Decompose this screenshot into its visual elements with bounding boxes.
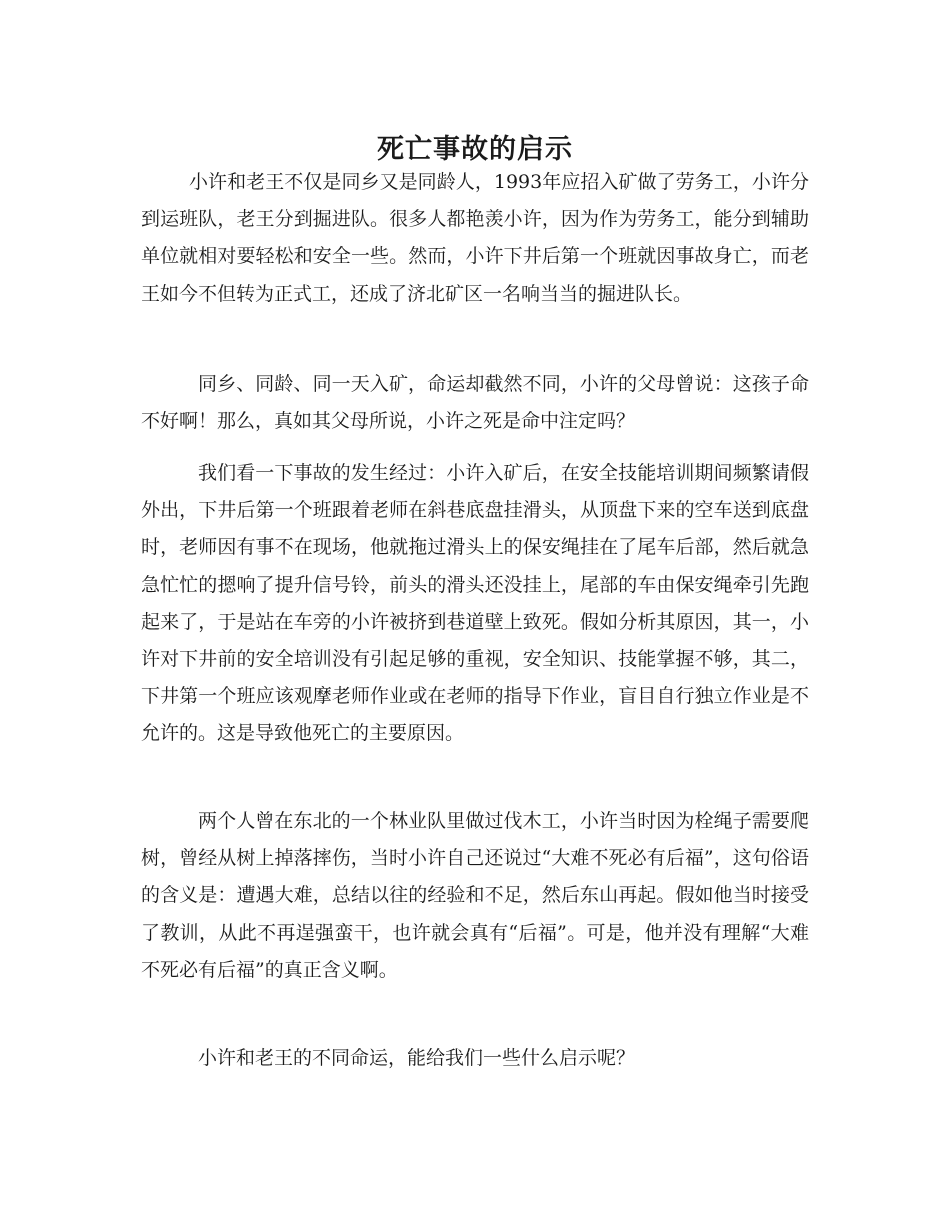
paragraph-2: 同乡、同龄、同一天入矿，命运却截然不同，小许的父母曾说：这孩子命不好啊！那么，真如其父母所说，小许之死是命中注定吗？ xyxy=(141,373,809,433)
paragraph-1: 小许和老王不仅是同乡又是同龄人，1993年应招入矿做了劳务工，小许分到运班队，老王分到掘进队。很多人都艳羡小许，因为作为劳务工，能分到辅助单位就相对要轻松和安全一些。然而，小许下井后第一个班就因事故身亡，而老王如今不但转为正式工，还成了济北矿区一名响当当的掘进队长。 xyxy=(141,171,809,305)
paragraph-5: 小许和老王的不同命运，能给我们一些什么启示呢？ xyxy=(198,1047,636,1069)
paragraph-3: 我们看一下事故的发生经过：小许入矿后，在安全技能培训期间频繁请假外出，下井后第一个班跟着老师在斜巷底盘挂滑头，从顶盘下来的空车送到底盘时，老师因有事不在现场，他就拖过滑头上的保安绳挂在了尾车后部，然后就急急忙忙的摁响了提升信号铃，前头的滑头还没挂上，尾部的车由保安绳牵引先跑起来了，于是站在车旁的小许被挤到巷道壁上致死。假如分析其原因，其一，小许对下井前的安全培训没有引起足够的重视，安全知识、技能掌握不够，其二，下井第一个班应该观摩老师作业或在老师的指导下作业，盲目自行独立作业是不允许的。这是导致他死亡的主要原因。 xyxy=(141,462,809,745)
paragraph-4: 两个人曾在东北的一个林业队里做过伐木工，小许当时因为栓绳子需要爬树，曾经从树上掉落摔伤，当时小许自己还说过“大难不死必有后福”，这句俗语的含义是：遭遇大难，总结以往的经验和不足，然后东山再起。假如他当时接受了教训，从此不再逞强蛮干，也许就会真有“后福”。可是，他并没有理解“大难不死必有后福”的真正含义啊。 xyxy=(141,810,809,981)
document-title: 死亡事故的启示 xyxy=(377,134,573,166)
